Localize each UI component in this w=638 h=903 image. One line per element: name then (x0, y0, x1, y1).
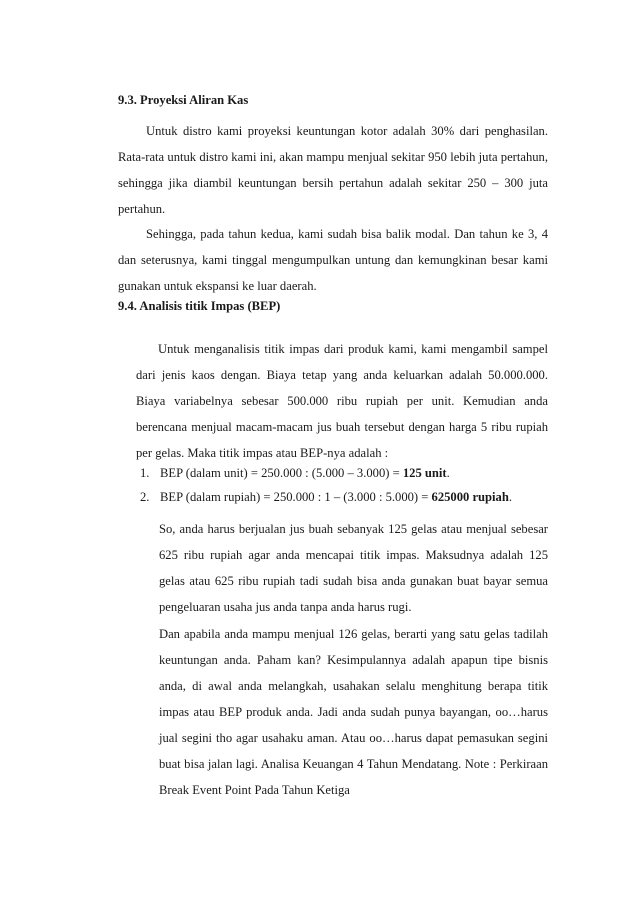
paragraph-cash-flow-2: Sehingga, pada tahun kedua, kami sudah bisa balik modal. Dan tahun ke 3, 4 dan seterusnya, kami tinggal mengumpulkan untung dan kemungkinan besar kami gunakan untuk ekspansi ke luar daerah. (118, 227, 548, 293)
bep-calculation-list (140, 461, 512, 509)
list-text: BEP (dalam rupiah) = 250.000 : 1 – (3.000 : 5.000) = (160, 490, 432, 504)
paragraph-bep-intro: Untuk menganalisis titik impas dari produk kami, kami mengambil sampel dari jenis kaos dengan. Biaya tetap yang anda keluarkan adalah 50.000.000. Biaya variabelnya sebesar 500.000 ribu rupiah per unit. Kemudian anda berencana menjual macam-macam jus buah tersebut dengan harga 5 ribu rupiah per gelas. Maka titik impas atau BEP-nya adalah : (136, 342, 548, 460)
list-text: BEP (dalam unit) = 250.000 : (5.000 – 3.000) = (160, 466, 403, 480)
paragraph-bep-conclusion: Dan apabila anda mampu menjual 126 gelas, berarti yang satu gelas tadilah keuntungan anda. Paham kan? Kesimpulannya adalah apapun tipe bisnis anda, di awal anda melangkah, usahakan selalu menghitung berapa titik impas atau BEP produk anda. Jadi anda sudah punya bayangan, oo…harus jual segini tho agar usahaku aman. Atau oo…harus dapat pemasukan segini buat bisa jalan lagi. Analisa Keuangan 4 Tahun Mendatang. Note : Perkiraan Break Event Point Pada Tahun Ketiga (159, 627, 548, 797)
list-item (140, 485, 512, 509)
heading-9-4: 9.4. Analisis titik Impas (BEP) (118, 299, 281, 313)
paragraph-cash-flow-1: Untuk distro kami proyeksi keuntungan kotor adalah 30% dari penghasilan. Rata-rata untuk distro kami ini, akan mampu menjual sekitar 950 lebih juta pertahun, sehingga jika diambil keuntungan bersih pertahun adalah sekitar 250 – 300 juta pertahun. (118, 124, 548, 216)
list-item (140, 461, 512, 485)
list-tail: . (508, 490, 513, 504)
heading-9-3: 9.3. Proyeksi Aliran Kas (118, 93, 249, 107)
paragraph-bep-explanation: So, anda harus berjualan jus buah sebanyak 125 gelas atau menjual sebesar 625 ribu rupiah agar anda mencapai titik impas. Maksudnya adalah 125 gelas atau 625 ribu rupiah tadi sudah bisa anda gunakan buat bayar semua pengeluaran usaha jus anda tanpa anda harus rugi. (159, 522, 548, 614)
list-result: 125 unit (402, 466, 447, 480)
list-result: 625000 rupiah (431, 490, 509, 504)
list-number: 2. (140, 490, 150, 504)
list-number: 1. (140, 466, 150, 480)
list-tail: . (446, 466, 450, 480)
